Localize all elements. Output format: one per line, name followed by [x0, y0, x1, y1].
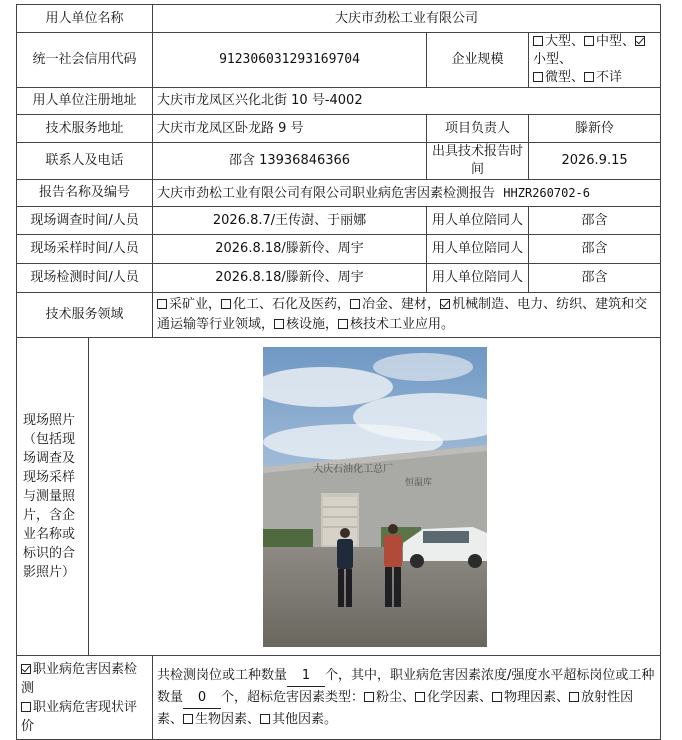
checkbox-icon [533, 36, 543, 46]
credit-code-label: 统一社会信用代码 [17, 33, 153, 88]
scale-option: 不详 [584, 70, 622, 85]
report-title: 大庆市劲松工业有限公司有限公司职业病危害因素检测报告 [157, 185, 496, 201]
checked-checkbox-icon [635, 36, 645, 46]
checkbox-icon [415, 692, 425, 702]
checked-checkbox-icon [21, 664, 31, 674]
checkbox-icon [492, 692, 502, 702]
sampling-time-value: 2026.8.18/滕新伶、周宇 [153, 235, 427, 264]
photo-label [17, 338, 89, 656]
scale-option: 大型、 [533, 34, 584, 49]
total-count: 1 [287, 665, 325, 687]
checkbox-icon [221, 299, 231, 309]
testing-accompany-value: 邵含 [529, 264, 661, 293]
detection-summary: 共检测岗位或工种数量 1 个，其中，职业病危害因素浓度/强度水平超标岗位或工种数量 0 个，超标危害因素类型： 粉尘、 化学因素、 物理因素、 放射性因素、 生物因素、 其他因素。 [153, 656, 661, 740]
evaluation-type [17, 656, 153, 740]
unit-name-value: 大庆市劲松工业有限公司 [153, 5, 661, 33]
photo-title: 现场照片（包括现场调查及现场采样与测量照片，含企业名称或标识的合影照片） [23, 413, 76, 580]
service-field-label: 技术服务领域 [17, 293, 153, 338]
project-leader-label: 项目负责人 [427, 115, 529, 143]
sampling-accompany-label: 用人单位陪同人 [427, 235, 529, 264]
info-table [16, 4, 661, 740]
field-option: 冶金、建材， [350, 297, 440, 312]
report-time-label: 出具技术报告时间 [427, 143, 529, 180]
checkbox-icon [157, 299, 167, 309]
field-option: 核技术工业应用。 [338, 317, 454, 332]
credit-code-value: 912306031293169704 [153, 33, 427, 88]
factor-option: 化学因素、 [415, 690, 492, 705]
service-address-label: 技术服务地址 [17, 115, 153, 143]
unit-name-label: 用人单位名称 [17, 5, 153, 33]
survey-time-value: 2026.8.7/王传澍、于丽娜 [153, 207, 427, 235]
contact-value: 邵含 13936846366 [153, 143, 427, 180]
checkbox-icon [338, 319, 348, 329]
report-name-label: 报告名称及编号 [17, 180, 153, 207]
field-option: 核设施， [274, 317, 338, 332]
scale-option: 中型、 [584, 34, 635, 49]
survey-accompany-label: 用人单位陪同人 [427, 207, 529, 235]
sampling-accompany-value: 邵含 [529, 235, 661, 264]
type-option: 职业病危害因素检测 [21, 661, 138, 696]
factor-option: 生物因素、 [183, 712, 260, 727]
checkbox-icon [533, 72, 543, 82]
factor-option: 其他因素。 [260, 712, 337, 727]
report-name-value [153, 180, 661, 207]
testing-time-value: 2026.8.18/滕新伶、周宇 [153, 264, 427, 293]
factor-option: 粉尘、 [364, 690, 415, 705]
enterprise-scale-label: 企业规模 [427, 33, 529, 88]
field-option: 化工、石化及医药， [221, 297, 350, 312]
report-time-value: 2026.9.15 [529, 143, 661, 180]
checkbox-icon [584, 72, 594, 82]
service-address-value: 大庆市龙凤区卧龙路 9 号 [153, 115, 427, 143]
survey-accompany-value: 邵含 [529, 207, 661, 235]
survey-time-label: 现场调查时间/人员 [17, 207, 153, 235]
service-field-options [153, 293, 661, 338]
scale-option: 微型、 [533, 70, 584, 85]
checkbox-icon [274, 319, 284, 329]
checkbox-icon [364, 692, 374, 702]
checkbox-icon [584, 36, 594, 46]
factor-option: 物理因素、 [492, 690, 569, 705]
project-leader-value: 滕新伶 [529, 115, 661, 143]
type-option: 职业病危害现状评价 [21, 699, 138, 734]
sampling-time-label: 现场采样时间/人员 [17, 235, 153, 264]
exceed-count: 0 [183, 687, 221, 709]
checkbox-icon [21, 702, 31, 712]
field-option: 机械制造、电力、纺织、建筑和交通运输等行业领域， [157, 297, 648, 332]
photo-cell [89, 338, 661, 656]
checkbox-icon [569, 692, 579, 702]
building-sign-2: 恒温库 [404, 477, 432, 488]
checked-checkbox-icon [440, 299, 450, 309]
field-option: 采矿业， [157, 297, 221, 312]
factor-option: 放射性因素、 [157, 690, 634, 727]
checkbox-icon [350, 299, 360, 309]
testing-time-label: 现场检测时间/人员 [17, 264, 153, 293]
reg-address-label: 用人单位注册地址 [17, 88, 153, 115]
testing-accompany-label: 用人单位陪同人 [427, 264, 529, 293]
report-code: HHZR260702-6 [503, 185, 590, 200]
scale-option: 小型、 [533, 34, 647, 67]
site-photo-image [263, 347, 487, 647]
site-photo [263, 347, 487, 647]
contact-label: 联系人及电话 [17, 143, 153, 180]
building-sign-1: 大庆石油化工总厂 [312, 463, 393, 475]
report-form [16, 4, 660, 734]
reg-address-value: 大庆市龙凤区兴化北街 10 号-4002 [153, 88, 661, 115]
enterprise-scale-options [529, 33, 661, 88]
